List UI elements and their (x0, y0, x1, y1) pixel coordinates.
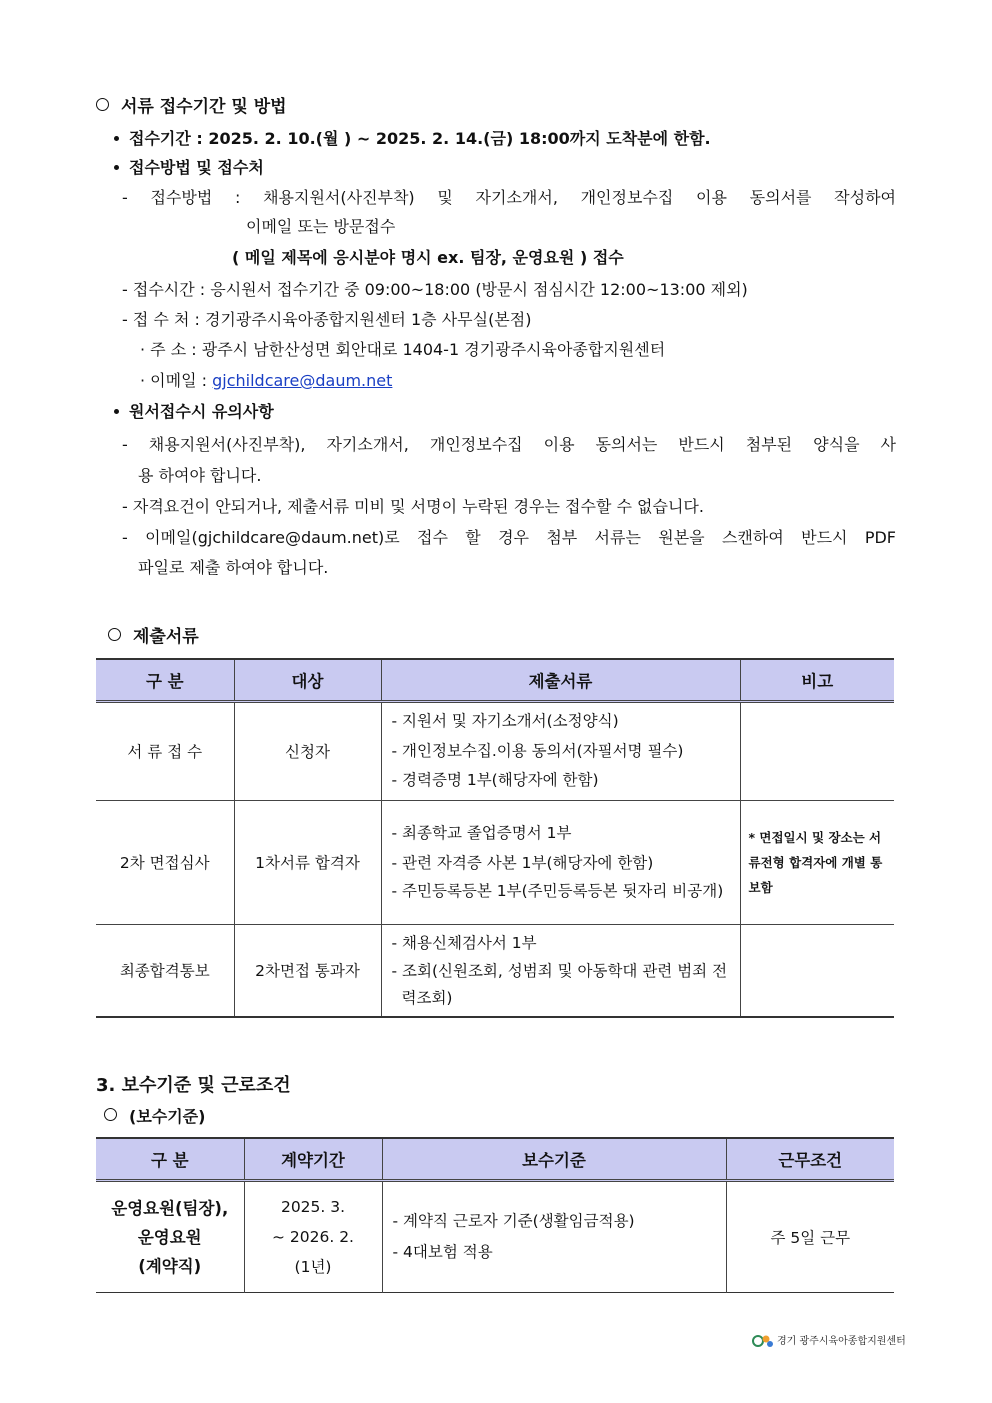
row-category: 서 류 접 수 (96, 702, 234, 801)
table-row (96, 702, 894, 801)
address: · 주 소 : 광주시 남한산성면 회안대로 1404-1 경기광주시육아종합지원센터 (140, 340, 666, 359)
receipt-time: - 접수시간 : 응시원서 접수기간 중 09:00~18:00 (방문시 점심시간 12:00~13:00 제외) (122, 280, 748, 299)
header-target: 대상 (234, 659, 381, 702)
row-target: 1차서류 합격자 (234, 800, 381, 924)
header-documents: 제출서류 (381, 659, 740, 702)
method-line1: - 접수방법 : 채용지원서(사진부착) 및 자기소개서, 개인정보수집 이용 동의서를 작성하여 (122, 188, 896, 207)
header-remarks: 비고 (740, 659, 894, 702)
method-note: ( 메일 제목에 응시분야 명시 ex. 팀장, 운영요원 ) 접수 (232, 248, 624, 267)
email-link[interactable]: gjchildcare@daum.net (212, 371, 393, 390)
period-line: 접수기간 : 2025. 2. 10.(월 ) ~ 2025. 2. 14.(금) 18:00까지 도착분에 한함. (114, 126, 711, 149)
section1-title: 서류 접수기간 및 방법 (96, 92, 287, 117)
header-work-conditions: 근무조건 (726, 1138, 894, 1181)
bullet-dot-icon (114, 136, 119, 141)
row-target: 신청자 (234, 702, 381, 801)
row-remarks: * 면접일시 및 장소는 서류전형 합격자에 개별 통보함 (740, 800, 894, 924)
row-contract-period: 2025. 3. ~ 2026. 2. (1년) (244, 1181, 382, 1293)
section3-title: 3. 보수기준 및 근로조건 (96, 1075, 291, 1096)
method-heading: 접수방법 및 접수처 (114, 155, 264, 178)
section3-subtitle: (보수기준) (104, 1104, 205, 1127)
row-category: 운영요원(팀장), 운영요원 (계약직) (96, 1181, 244, 1293)
caution1-line2: 용 하여야 합니다. (138, 466, 262, 485)
table-header-row (96, 1138, 894, 1181)
footer-logo: 경기 광주시육아종합지원센터 (752, 1332, 906, 1349)
row-target: 2차면접 통과자 (234, 924, 381, 1017)
row-category: 2차 면접심사 (96, 800, 234, 924)
row-category: 최종합격통보 (96, 924, 234, 1017)
row-remarks (740, 702, 894, 801)
header-category: 구 분 (96, 1138, 244, 1181)
header-pay-standard: 보수기준 (382, 1138, 726, 1181)
caution1-line1: - 채용지원서(사진부착), 자기소개서, 개인정보수집 이용 동의서는 반드시 첨부된 양식을 사 (122, 435, 896, 454)
row-documents: - 채용신체검사서 1부 - 조회(신원조회, 성범죄 및 아동학대 관련 범죄 전력조회) (381, 924, 740, 1017)
method-line2: 이메일 또는 방문접수 (246, 217, 396, 236)
section2-title: 제출서류 (108, 622, 199, 647)
table-row (96, 1181, 894, 1293)
caution2: - 자격요건이 안되거나, 제출서류 미비 및 서명이 누락된 경우는 접수할 수 없습니다. (122, 497, 704, 516)
caution3-line2: 파일로 제출 하여야 합니다. (138, 558, 329, 577)
bullet-dot-icon (114, 165, 119, 170)
email-line: · 이메일 : gjchildcare@daum.net (140, 371, 393, 390)
table-header-row (96, 659, 894, 702)
center-logo-icon (752, 1333, 774, 1349)
table-row (96, 800, 894, 924)
receipt-place: - 접 수 처 : 경기광주시육아종합지원센터 1층 사무실(본점) (122, 310, 532, 329)
caution3-line1: - 이메일(gjchildcare@daum.net)로 접수 할 경우 첨부 서류는 원본을 스캔하여 반드시 PDF (122, 528, 896, 547)
row-documents: - 지원서 및 자기소개서(소정양식) - 개인정보수집.이용 동의서(자필서명 필수) - 경력증명 1부(해당자에 한함) (381, 702, 740, 801)
row-pay-standard: - 계약직 근로자 기준(생활임금적용) - 4대보험 적용 (382, 1181, 726, 1293)
circle-bullet-icon (104, 1108, 117, 1121)
circle-bullet-icon (108, 628, 121, 641)
header-category: 구 분 (96, 659, 234, 702)
table-row (96, 924, 894, 1017)
row-documents: - 최종학교 졸업증명서 1부 - 관련 자격증 사본 1부(해당자에 한함) - 주민등록등본 1부(주민등록등본 뒷자리 비공개) (381, 800, 740, 924)
caution-heading: 원서접수시 유의사항 (114, 399, 274, 422)
row-remarks (740, 924, 894, 1017)
header-contract-period: 계약기간 (244, 1138, 382, 1181)
circle-bullet-icon (96, 98, 109, 111)
salary-table (96, 1137, 894, 1293)
documents-table (96, 658, 894, 1018)
row-work-conditions: 주 5일 근무 (726, 1181, 894, 1293)
bullet-dot-icon (114, 409, 119, 414)
